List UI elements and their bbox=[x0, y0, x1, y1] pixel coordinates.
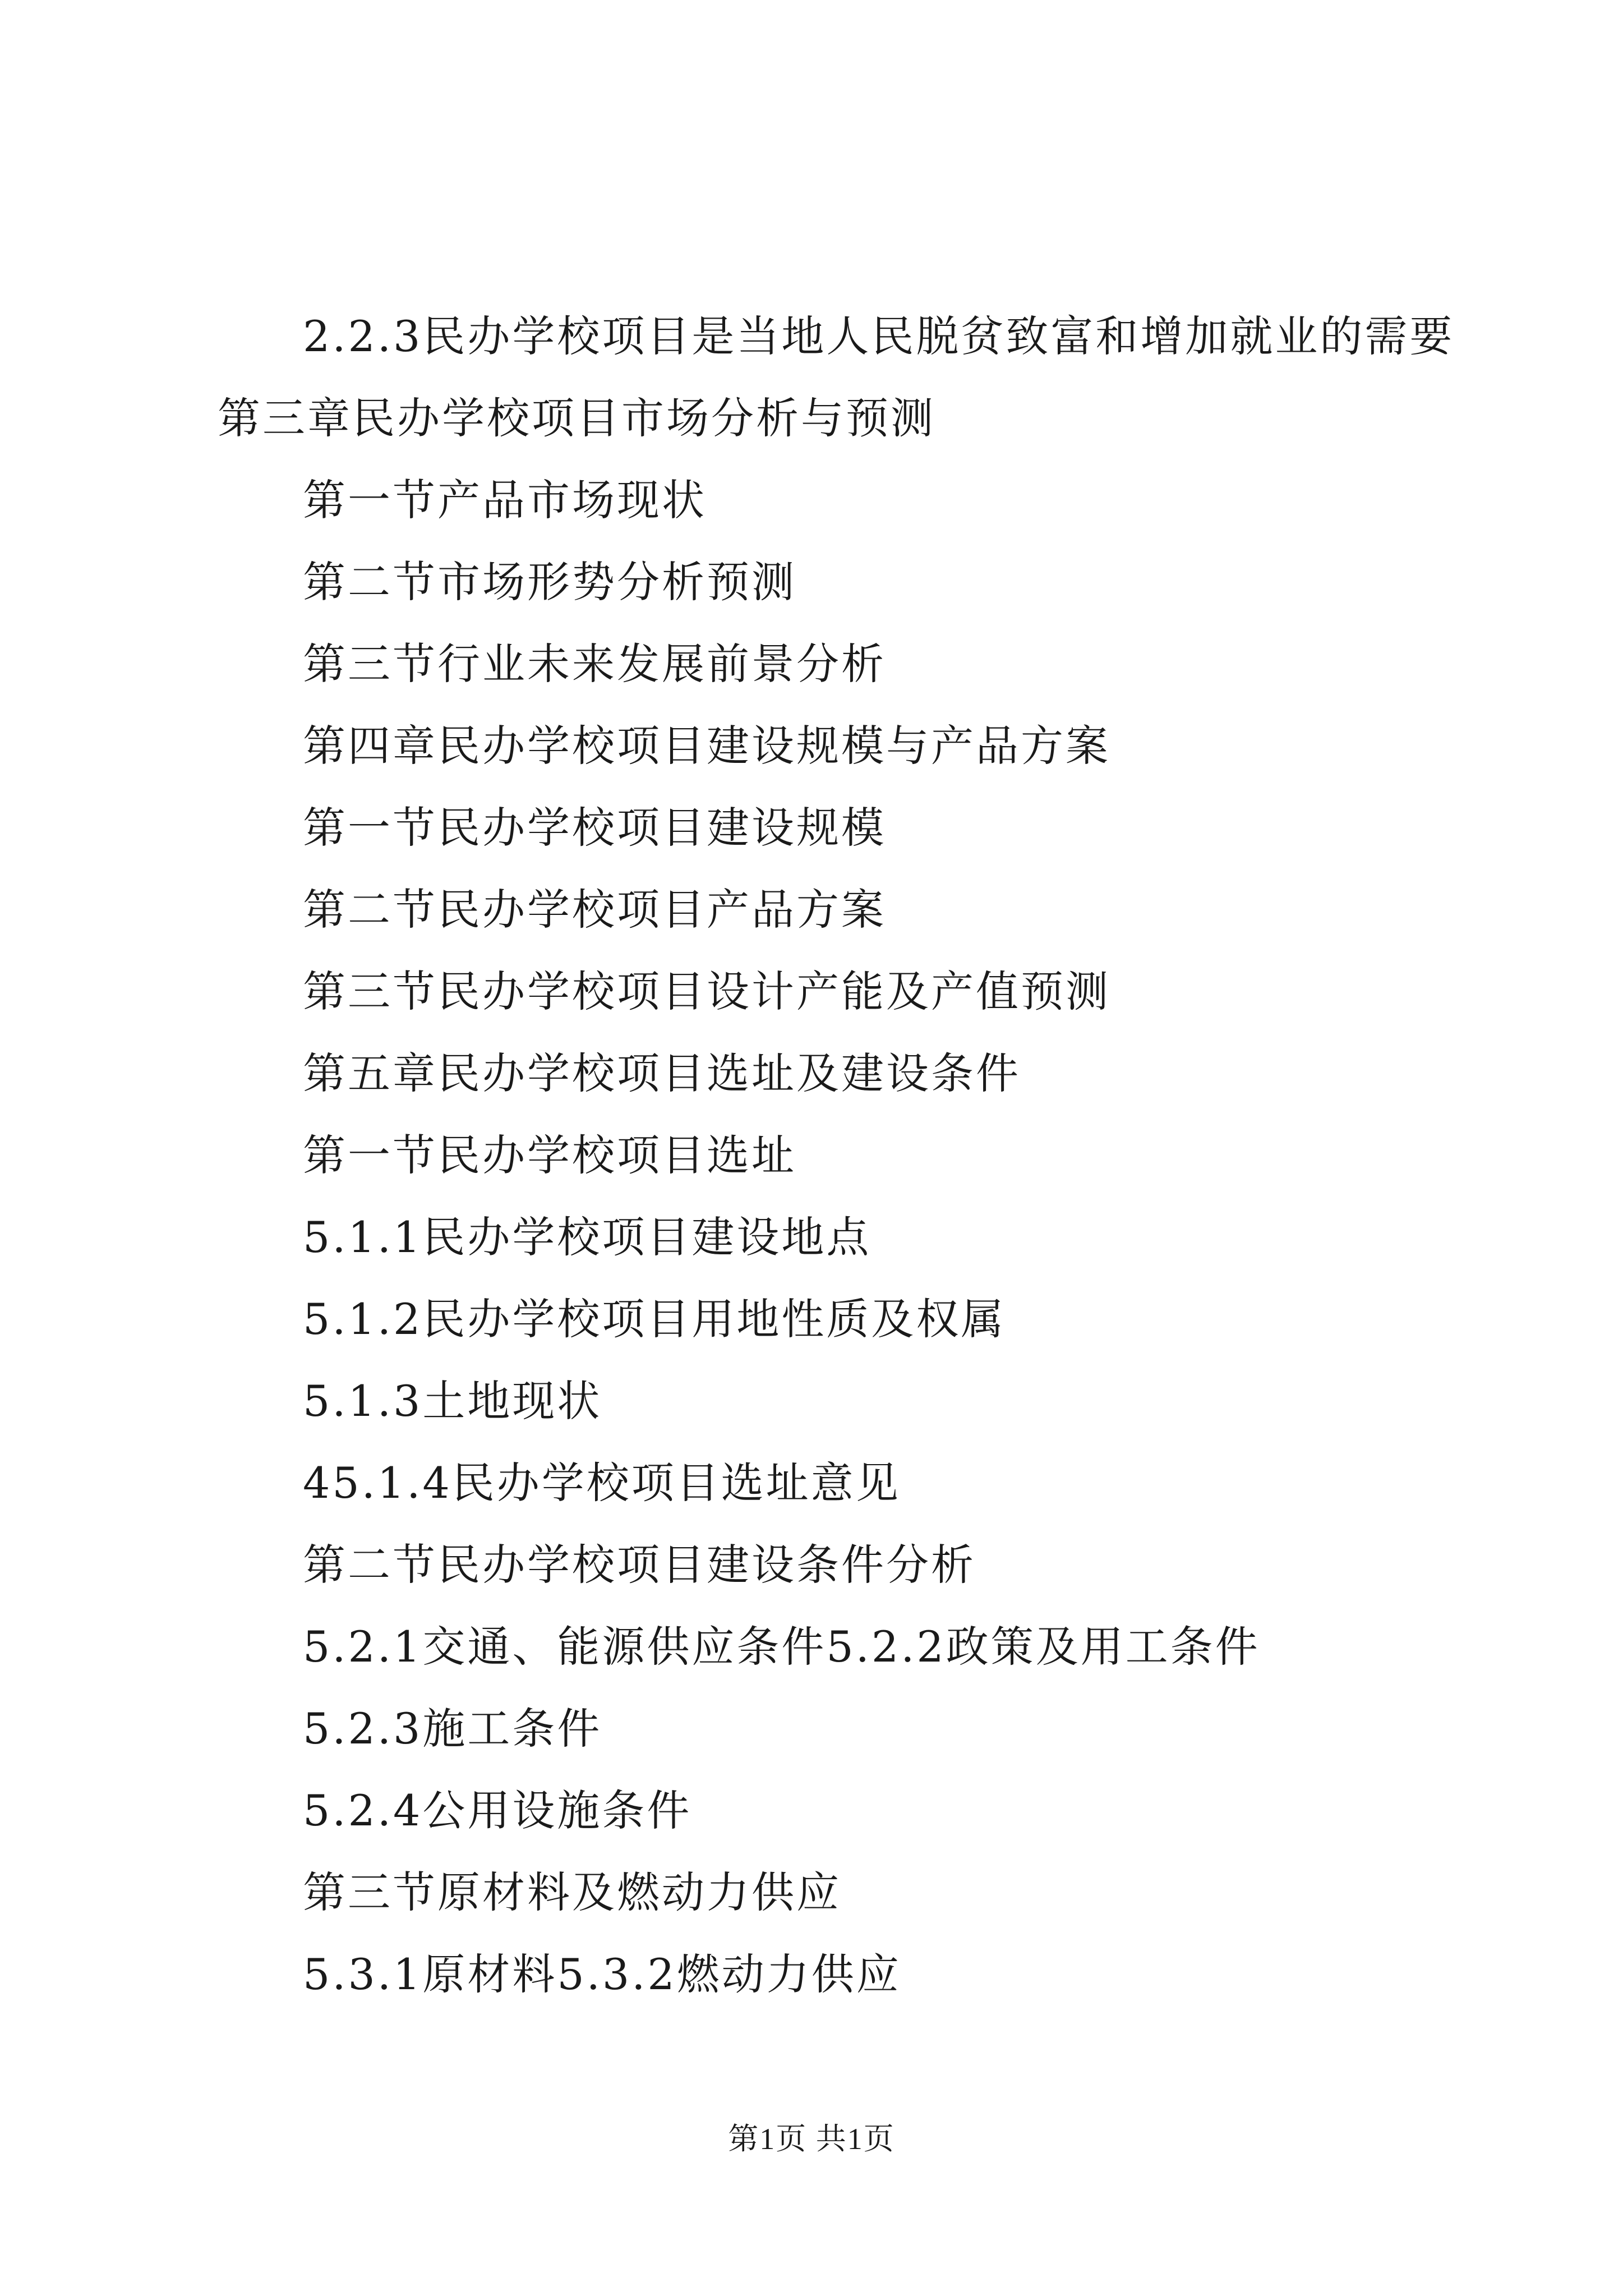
subsection-heading: 5.2.4公用设施条件 bbox=[303, 1786, 692, 1835]
section-heading: 第二节市场形势分析预测 bbox=[303, 557, 796, 607]
section-heading: 第二节民办学校项目建设条件分析 bbox=[303, 1540, 976, 1590]
chapter-heading: 第四章民办学校项目建设规模与产品方案 bbox=[303, 721, 1110, 771]
section-heading: 第三节原材料及燃动力供应 bbox=[303, 1867, 841, 1917]
subsection-heading: 5.1.2民办学校项目用地性质及权属 bbox=[303, 1294, 1006, 1344]
section-heading: 第一节民办学校项目建设规模 bbox=[303, 803, 886, 853]
section-heading: 第一节产品市场现状 bbox=[303, 475, 707, 525]
page-footer: 第1页 共1页 bbox=[728, 2122, 895, 2156]
section-heading: 第三节民办学校项目设计产能及产值预测 bbox=[303, 967, 1110, 1016]
section-heading: 第三节行业未来发展前景分析 bbox=[303, 639, 886, 689]
chapter-heading: 第五章民办学校项目选址及建设条件 bbox=[303, 1048, 1021, 1098]
subsection-heading: 5.2.1交通、能源供应条件5.2.2政策及用工条件 bbox=[303, 1622, 1260, 1672]
section-heading: 第二节民办学校项目产品方案 bbox=[303, 885, 886, 935]
subsection-heading: 45.1.4民办学校项目选址意见 bbox=[303, 1458, 901, 1508]
section-heading: 第一节民办学校项目选址 bbox=[303, 1130, 796, 1180]
chapter-heading: 第三章民办学校项目市场分析与预测 bbox=[218, 393, 935, 443]
text-line: 2.2.3民办学校项目是当地人民脱贫致富和增加就业的需要 bbox=[303, 311, 1455, 361]
subsection-heading: 5.2.3施工条件 bbox=[303, 1704, 602, 1754]
subsection-heading: 5.1.1民办学校项目建设地点 bbox=[303, 1212, 872, 1262]
subsection-heading: 5.1.3土地现状 bbox=[303, 1376, 602, 1426]
subsection-heading: 5.3.1原材料5.3.2燃动力供应 bbox=[303, 1949, 901, 1999]
